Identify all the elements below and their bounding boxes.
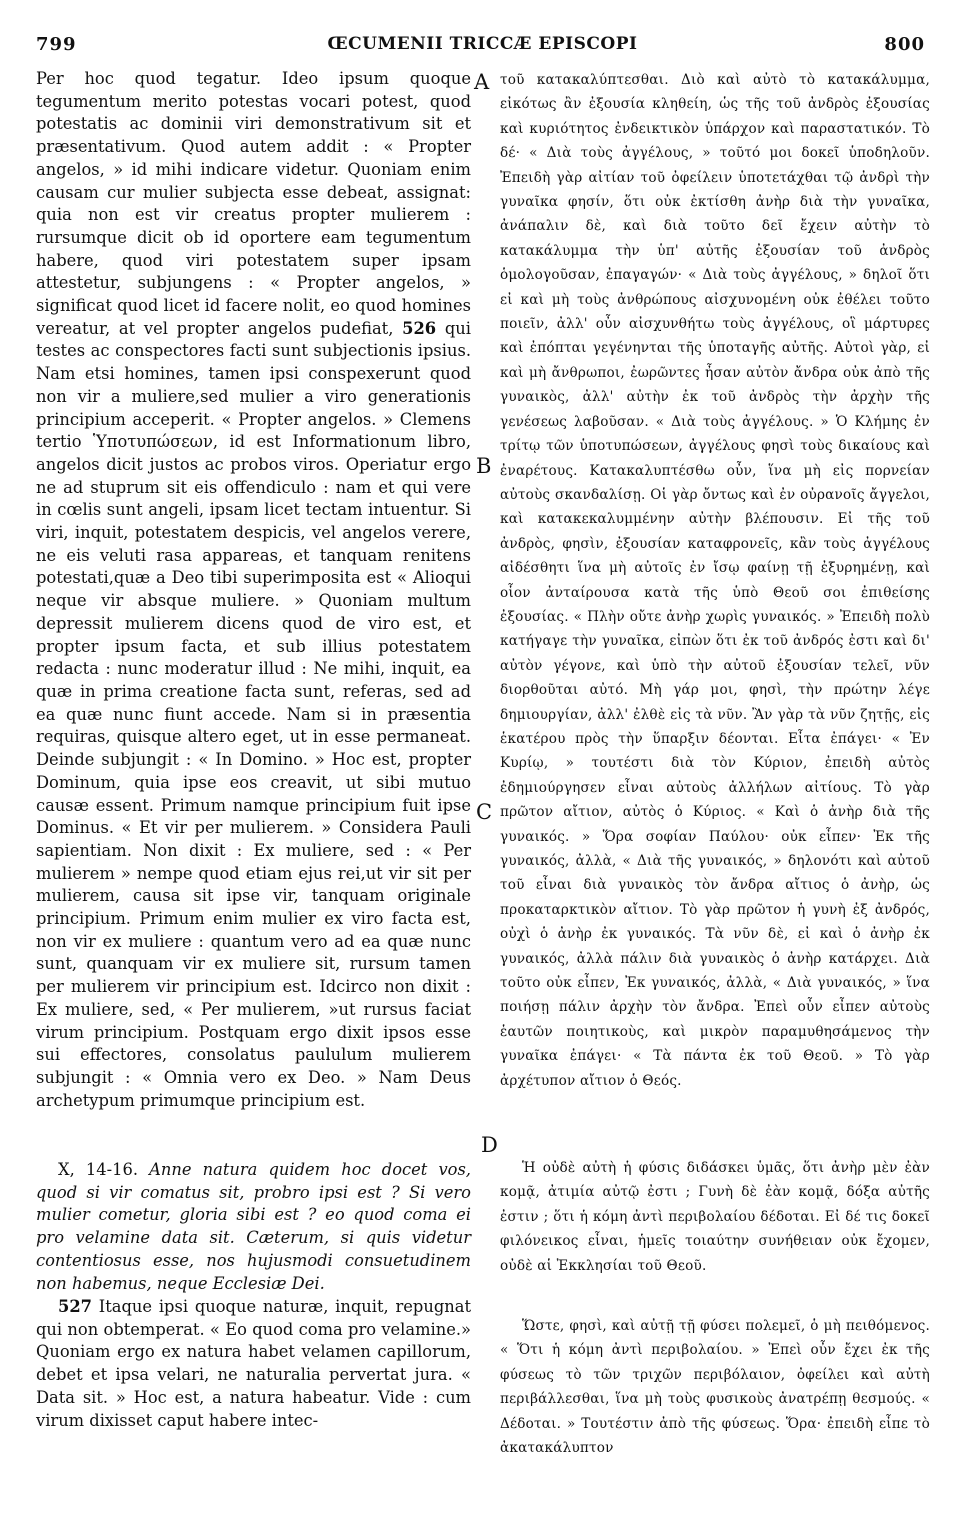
latin-paragraph-1: [36, 68, 471, 1112]
greek-scripture-verse: Ἡ οὐδὲ αὐτὴ ἡ φύσις διδάσκει ὑμᾶς, ὅτι ἀνὴρ μὲν ἐὰν κομᾷ, ἀτιμία αὐτῷ ἐστι ; Γυνὴ δὲ ἐὰν κομᾷ, δόξα αὐτῆς ἐστιν ; ὅτι ἡ κόμη ἀντὶ περιβολαίου δέδοται. Εἰ δέ τις δοκεῖ φιλόνεικος εἶναι, ἡμεῖς τοιαύτην συνήθειαν οὐκ ἔχομεν, οὐδὲ αἱ Ἐκκλησίαι τοῦ Θεοῦ.: [500, 1160, 930, 1274]
column-number-526: 526: [402, 318, 437, 338]
margin-letter-b: B: [476, 454, 492, 478]
greek-paragraph-2: Ὥστε, φησὶ, καὶ αὐτῇ τῇ φύσει πολεμεῖ, ὁ μὴ πειθόμενος. « Ὅτι ἡ κόμη ἀντὶ περιβολαίου. » Ἐπεὶ οὖν ἔχει ἐκ τῆς φύσεως τὸ τῶν τριχῶν περιβόλαιον, ὀφείλει καὶ αὐτὴ περιβάλλεσθαι, ἵνα μὴ τοὺς φυσικοὺς ἀνατρέπῃ θεσμούς. « Δέδοται. » Τουτέστιν ἀπὸ τῆς φύσεως. Ὅρα· ἐπειδὴ εἶπε τὸ ἀκατακάλυπτον: [500, 1318, 930, 1457]
verse-text: Anne natura quidem hoc docet vos, quod si vir comatus sit, probro ipsi est ? Si vero mulier cometur, gloria sibi est ? eo quod coma ei pro velamine data sit. Cæterum, si quis videtur contentiosus esse, nos hujusmodi consuetudinem non habemus, neque Ecclesiæ Dei.: [36, 1160, 471, 1293]
column-number-527: 527: [58, 1297, 92, 1316]
latin-paragraph-2: [36, 1296, 471, 1432]
page-number-right: 800: [884, 34, 925, 55]
margin-letter-c: C: [476, 800, 493, 824]
greek-column: [500, 68, 930, 1518]
margin-letter-a: A: [474, 70, 490, 94]
latin-column: [36, 68, 471, 1518]
running-title: ŒCUMENII TRICCÆ EPISCOPI: [327, 34, 638, 54]
latin-text-1b: qui testes ac conspectores facti sunt subjectionis ipsius. Nam etsi homines, tamen ipsi conspexerunt quod non vir a muliere,sed mulier a viro generationis principium acceperit. « Propter angelos. » Clemens tertio Ὑποτυπώσεων, id est Informationum libro, angelos dicit justos ac probos viros. Operiatur ergo ne ad stuprum sit eis offendiculo : nam et qui vere in cœlis sunt angeli, ipsam licet tectam intuentur. Si viri, inquit, potestatem despicis, vel angelos verere, ne eis veluti rasa appareas, et tanquam renitens potestati,quæ a Deo tibi superimposita est « Alioqui neque vir absque muliere. » Quoniam multum depressit mulierem dicens quod de viro est, et propter ipsum facta, et sub illius potestatem redacta : nunc moderatur illud : Ne mihi, inquit, ea quæ in prima creatione facta sunt, referas, sed ad ea quæ nunc fiunt accede. Nam si in præsentia requiras, quisque altero eget, ut in esse permaneat. Deinde subjungit : « In Domino. » Hoc est, propter Dominum, quia ipse eos creavit, ut sibi mutuo causæ essent. Primum namque principium fuit ipse Dominus. « Et vir per mulierem. » Considera Pauli sapientiam. Non dixit : Ex muliere, sed : « Per mulierem » nempe quod etiam ejus rei,ut vir sit per mulierem, causa sit ipse vir, tanquam originale principium. Primum enim mulier ex viro facta est, non vir ex muliere : quantum vero ad ea quæ nunc sunt, quanquam vir ex muliere sit, rursum tamen per mulierem vir principium est. Idcirco non dixit : Ex muliere, sed, « Per mulierem, »ut rursus faciat virum principium. Postquam ergo dixit ipsos esse sui effectores, consolatus paululum mulierem subjungit : « Omnia vero ex Deo. » Nam Deus archetypum primumque principium est.: [36, 318, 471, 1110]
page-number-left: 799: [36, 34, 77, 55]
latin-text-1a: Per hoc quod tegatur. Ideo ipsum quoque tegumentum merito potestas vocari potest, quod potestatis ac dominii viri demonstrativum sit et præsentativum. Quod autem addit : « Propter angelos, » id mihi indicare videtur. Quoniam enim causam cur mulier subjecta esse debeat, assignat: quia non est vir creatus propter mulierem : rursumque dicit ob id oportere eam tegumentum habere, quod viri potestatem super ipsam attestetur, subjungens : « Propter angelos, » significat quod licet id facere nolit, eo quod homines vereatur, at vel propter angelos pudefiat,: [36, 69, 471, 338]
latin-text-2: Itaque ipsi quoque naturæ, inquit, repugnat qui non obtemperat. « Eo quod coma pro velamine.» Quoniam ergo ex natura habet velamen capillorum, debet et ipsa velari, ne naturalia pervertat jura. « Data sit. » Hoc est, a natura habeatur. Vide : cum virum dixisset caput habere intec-: [36, 1297, 471, 1430]
latin-scripture-verse: [36, 1159, 471, 1295]
verse-reference: X, 14-16.: [58, 1160, 139, 1179]
greek-paragraph-1: τοῦ κατακαλύπτεσθαι. Διὸ καὶ αὐτὸ τὸ κατακάλυμμα, εἰκότως ἂν ἐξουσία κληθείη, ὡς τῆς τοῦ ἀνδρὸς ἐξουσίας καὶ κυριότητος ἐνδεικτικὸν ὑπάρχον καὶ παραστατικόν. Τὸ δέ· « Διὰ τοὺς ἀγγέλους, » τοῦτό μοι δοκεῖ ὑποδηλοῦν. Ἐπειδὴ γὰρ αἰτίαν τοῦ ὀφείλειν ὑποτετάχθαι τῷ ἀνδρὶ τὴν γυναῖκα φησίν, ὅτι οὐκ ἐκτίσθη ἀνὴρ διὰ τὴν γυναῖκα, ἀνάπαλιν δὲ, καὶ διὰ τοῦτο δεῖ ἔχειν αὐτὴν τὸ κατακάλυμμα τὴν ὑπ' αὐτῆς ἐξουσίαν τοῦ ἀνδρὸς ὁμολογοῦσαν, ἐπαγαγών· « Διὰ τοὺς ἀγγέλους, » δηλοῖ ὅτι εἰ καὶ μὴ τοὺς ἀνθρώπους αἰσχυνομένη οὐκ ἐθέλει τοῦτο ποιεῖν, ἀλλ' οὖν αἰσχυνθήτω τοὺς ἀγγέλους, οἳ μάρτυρες καὶ ἐπόπται γεγένηνται τῆς ὑποταγῆς αὐτῆς. Αὐτοὶ γὰρ, εἰ καὶ μὴ ἄνθρωποι, ἐωρῶντες ἦσαν αὐτὸν ἄνδρα οὐκ ἀπὸ τῆς γυναικὸς, ἀλλ' αὐτὴν ἐκ τοῦ ἀνδρὸς τὴν ἀρχὴν τῆς γενέσεως λαβοῦσαν. « Διὰ τοὺς ἀγγέλους. » Ὁ Κλήμης ἐν τρίτῳ τῶν ὑποτυπώσεων, ἀγγέλους φησὶ τοὺς δικαίους καὶ ἐναρέτους. Κατακαλυπτέσθω οὖν, ἵνα μὴ εἰς πορνείαν αὐτοὺς σκανδαλίσῃ. Οἱ γὰρ ὄντως καὶ ἐν οὐρανοῖς ἄγγελοι, καὶ κατακεκαλυμμένην αὐτὴν βλέπουσιν. Εἰ τῆς τοῦ ἀνδρὸς, φησὶν, ἐξουσίαν καταφρονεῖς, κἂν τοὺς ἀγγέλους αἰδέσθητι ἵνα μὴ αὐτοῖς ἐν ἴσῳ φαίνῃ τῇ ἐξυρημένῃ, καὶ οἷον ἀνταίρουσα κατὰ τῆς ὑπὸ Θεοῦ σοι ἐπιθείσης ἐξουσίας. « Πλὴν οὔτε ἀνὴρ χωρὶς γυναικός. » Ἐπειδὴ πολὺ κατήγαγε τὴν γυναῖκα, εἰπὼν ὅτι ἐκ τοῦ ἀνδρός ἐστι καὶ δι' αὐτὸν γέγονε, καὶ ὑπὸ τὴν αὐτοῦ ἐξουσίαν τελεῖ, νῦν διορθοῦται αὐτό. Μὴ γάρ μοι, φησὶ, τὴν πρώτην λέγε δημιουργίαν, ἀλλ' ἐλθὲ εἰς τὰ νῦν. Ἂν γὰρ τὰ νῦν ζητῇς, εἰς ἑκατέρου πρὸς τὴν ὕπαρξιν δέονται. Εἶτα ἐπάγει· « Ἐν Κυρίῳ, » τουτέστι διὰ τὸν Κύριον, ἐπειδὴ αὐτὸς ἐδημιούργησεν εἶναι αὐτοὺς ἀλλήλων αἰτίους. Τὸ γὰρ πρῶτον αἴτιον, αὐτὸς ὁ Κύριος. « Καὶ ὁ ἀνὴρ διὰ τῆς γυναικός. » Ὅρα σοφίαν Παύλου· οὐκ εἶπεν· Ἐκ τῆς γυναικός, ἀλλὰ, « Διὰ τῆς γυναικός, » δηλονότι καὶ αὐτοῦ τοῦ εἶναι διὰ γυναικὸς τὸν ἄνδρα αἴτιος ὁ ἀνὴρ, ὡς προκαταρκτικὸν αἴτιον. Τὸ γὰρ πρῶτον ἡ γυνὴ ἐξ ἀνδρός, οὐχὶ ὁ ἀνὴρ ἐκ γυναικός. Τὰ νῦν δὲ, εἰ καὶ ὁ ἀνὴρ ἐκ γυναικός, ἀλλὰ πάλιν διὰ γυναικὸς ὁ ἀνὴρ κατάρχει. Διὰ τοῦτο οὐκ εἶπεν, Ἐκ γυναικός, ἀλλὰ, « Διὰ γυναικός, » ἵνα ποιήσῃ πάλιν ἀρχὴν τὸν ἄνδρα. Ἐπεὶ οὖν εἶπεν αὐτοὺς ἑαυτῶν ποιητικοὺς, καὶ μικρὸν παραμυθησάμενος τὴν γυναῖκα ἐπάγει· « Τὰ πάντα ἐκ τοῦ Θεοῦ. » Τὸ γὰρ ἀρχέτυπον αἴτιον ὁ Θεός.: [500, 72, 930, 1089]
margin-letter-d: D: [481, 1133, 498, 1157]
